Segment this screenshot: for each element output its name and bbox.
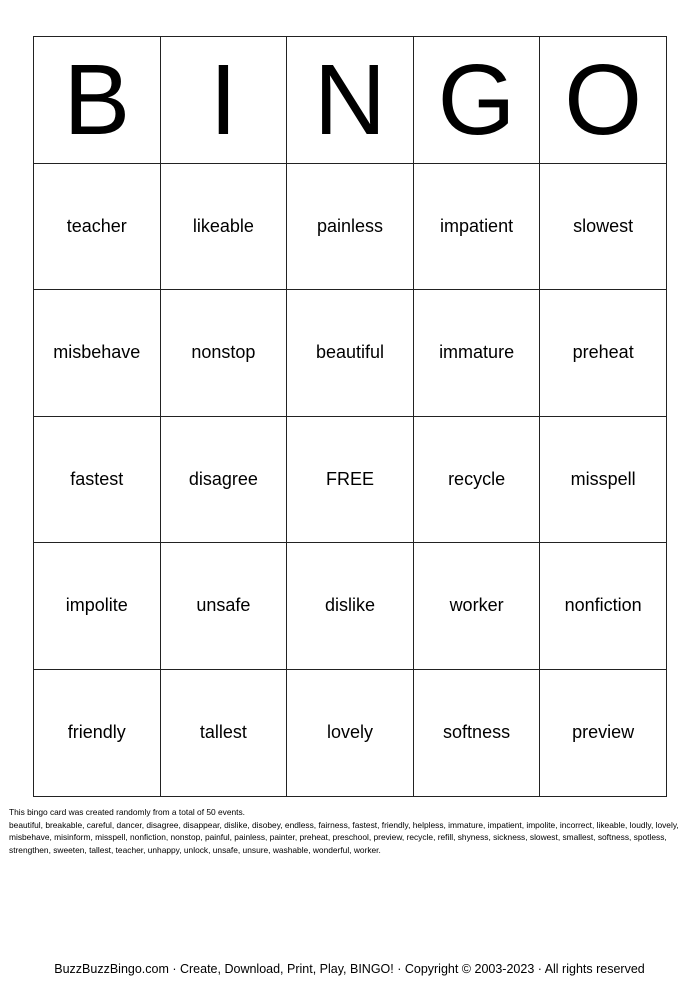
card-cell: slowest: [540, 163, 667, 290]
card-cell: disagree: [160, 416, 287, 543]
card-cell: worker: [413, 543, 540, 670]
card-cell: misspell: [540, 416, 667, 543]
card-cell: painless: [287, 163, 414, 290]
card-cell: fastest: [34, 416, 161, 543]
card-cell: lovely: [287, 669, 414, 796]
card-cell: dislike: [287, 543, 414, 670]
header-letter-b: B: [34, 37, 161, 164]
header-letter-g: G: [413, 37, 540, 164]
card-cell: misbehave: [34, 290, 161, 417]
card-cell: immature: [413, 290, 540, 417]
card-cell: likeable: [160, 163, 287, 290]
header-letter-n: N: [287, 37, 414, 164]
card-cell: softness: [413, 669, 540, 796]
card-cell: preview: [540, 669, 667, 796]
card-row: [34, 416, 667, 543]
card-row: [34, 290, 667, 417]
card-cell: recycle: [413, 416, 540, 543]
notes-intro: This bingo card was created randomly from a total of 50 events.: [9, 807, 246, 817]
card-row: [34, 163, 667, 290]
card-cell: nonfiction: [540, 543, 667, 670]
free-space-cell: FREE: [287, 416, 414, 543]
card-cell: preheat: [540, 290, 667, 417]
bingo-card: [33, 36, 667, 797]
events-list: beautiful, breakable, careful, dancer, disagree, disappear, dislike, disobey, endless, fairness, fastest, friendly, helpless, immature, impatient, impolite, incorrect, likeable, loudly, lovely, misbehave, misinform, misspell, nonfiction, nonstop, painful, painless, painter, preheat, preschool, preview, recycle, refill, shyness, sickness, slowest, smallest, softness, spotless, strengthen, sweeten, tallest, teacher, unhappy, unlock, unsafe, unsure, washable, wonderful, worker.: [9, 819, 679, 855]
header-row: [34, 37, 667, 164]
card-cell: impolite: [34, 543, 161, 670]
card-cell: impatient: [413, 163, 540, 290]
card-cell: teacher: [34, 163, 161, 290]
card-cell: friendly: [34, 669, 161, 796]
card-cell: beautiful: [287, 290, 414, 417]
card-cell: tallest: [160, 669, 287, 796]
site-footer: BuzzBuzzBingo.com · Create, Download, Print, Play, BINGO! · Copyright © 2003-2023 · All rights reserved: [54, 962, 645, 976]
card-cell: unsafe: [160, 543, 287, 670]
header-letter-i: I: [160, 37, 287, 164]
card-notes: [9, 806, 691, 856]
header-letter-o: O: [540, 37, 667, 164]
card-row: [34, 543, 667, 670]
card-cell: nonstop: [160, 290, 287, 417]
card-row: [34, 669, 667, 796]
